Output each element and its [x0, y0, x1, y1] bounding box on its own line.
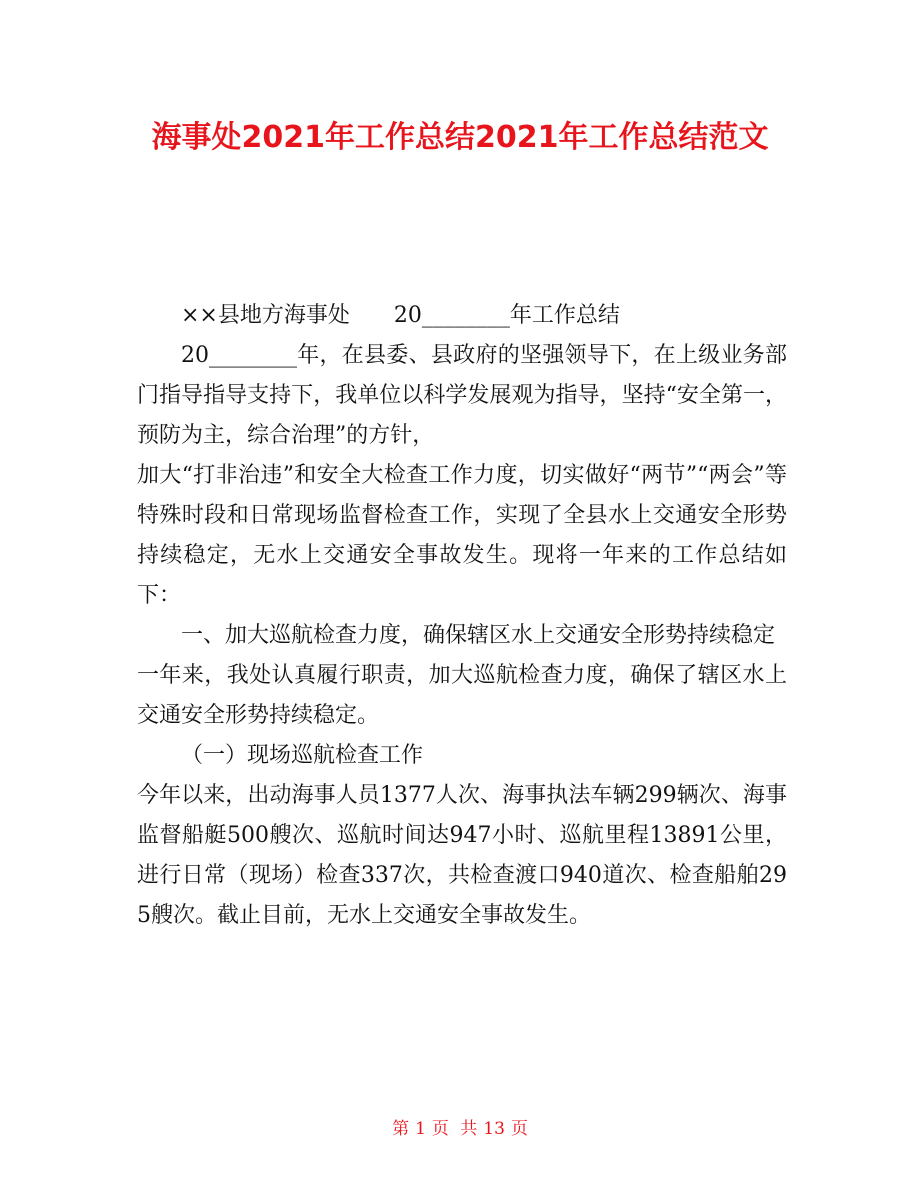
org-name: ××县地方海事处: [181, 303, 350, 328]
footer-suffix: 页: [510, 1119, 528, 1139]
paragraph-continuation: 加大“打非治违”和安全大检查工作力度，切实做好“两节”“两会”等特殊时段和日常现场监督检查工作，实现了全县水上交通安全形势持续稳定，无水上交通安全事故发生。现将一年来的工作总结如下：: [137, 463, 787, 608]
footer-prefix: 第: [392, 1119, 410, 1139]
footer-middle: 页 共: [431, 1119, 478, 1139]
footer-current-page: 1: [415, 1119, 426, 1139]
report-name: 20________年工作总结: [393, 303, 620, 328]
subsection-heading-1: （一）现场巡航检查工作: [181, 743, 424, 768]
paragraph-intro: 20________年，在县委、县政府的坚强领导下，在上级业务部门指导指导支持下，我单位以科学发展观为指导，坚持“安全第一，预防为主，综合治理”的方针，: [137, 343, 787, 448]
document-title: 海事处2021年工作总结2021年工作总结范文: [151, 120, 769, 155]
section-heading-1: 一、加大巡航检查力度，确保辖区水上交通安全形势持续稳定: [181, 623, 776, 648]
heading-line: [137, 296, 787, 336]
paragraph-section-1: 一年来，我处认真履行职责，加大巡航检查力度，确保了辖区水上交通安全形势持续稳定。: [137, 663, 787, 728]
document-body: [137, 296, 787, 936]
page-footer: [0, 1114, 920, 1139]
footer-total-pages: 13: [483, 1119, 505, 1139]
paragraph-statistics: 今年以来，出动海事人员1377人次、海事执法车辆299辆次、海事监督船艇500艘次、巡航时间达947小时、巡航里程13891公里，进行日常（现场）检查337次，共检查渡口940道次、检查船舶295艘次。截止目前，无水上交通安全事故发生。: [137, 783, 787, 928]
